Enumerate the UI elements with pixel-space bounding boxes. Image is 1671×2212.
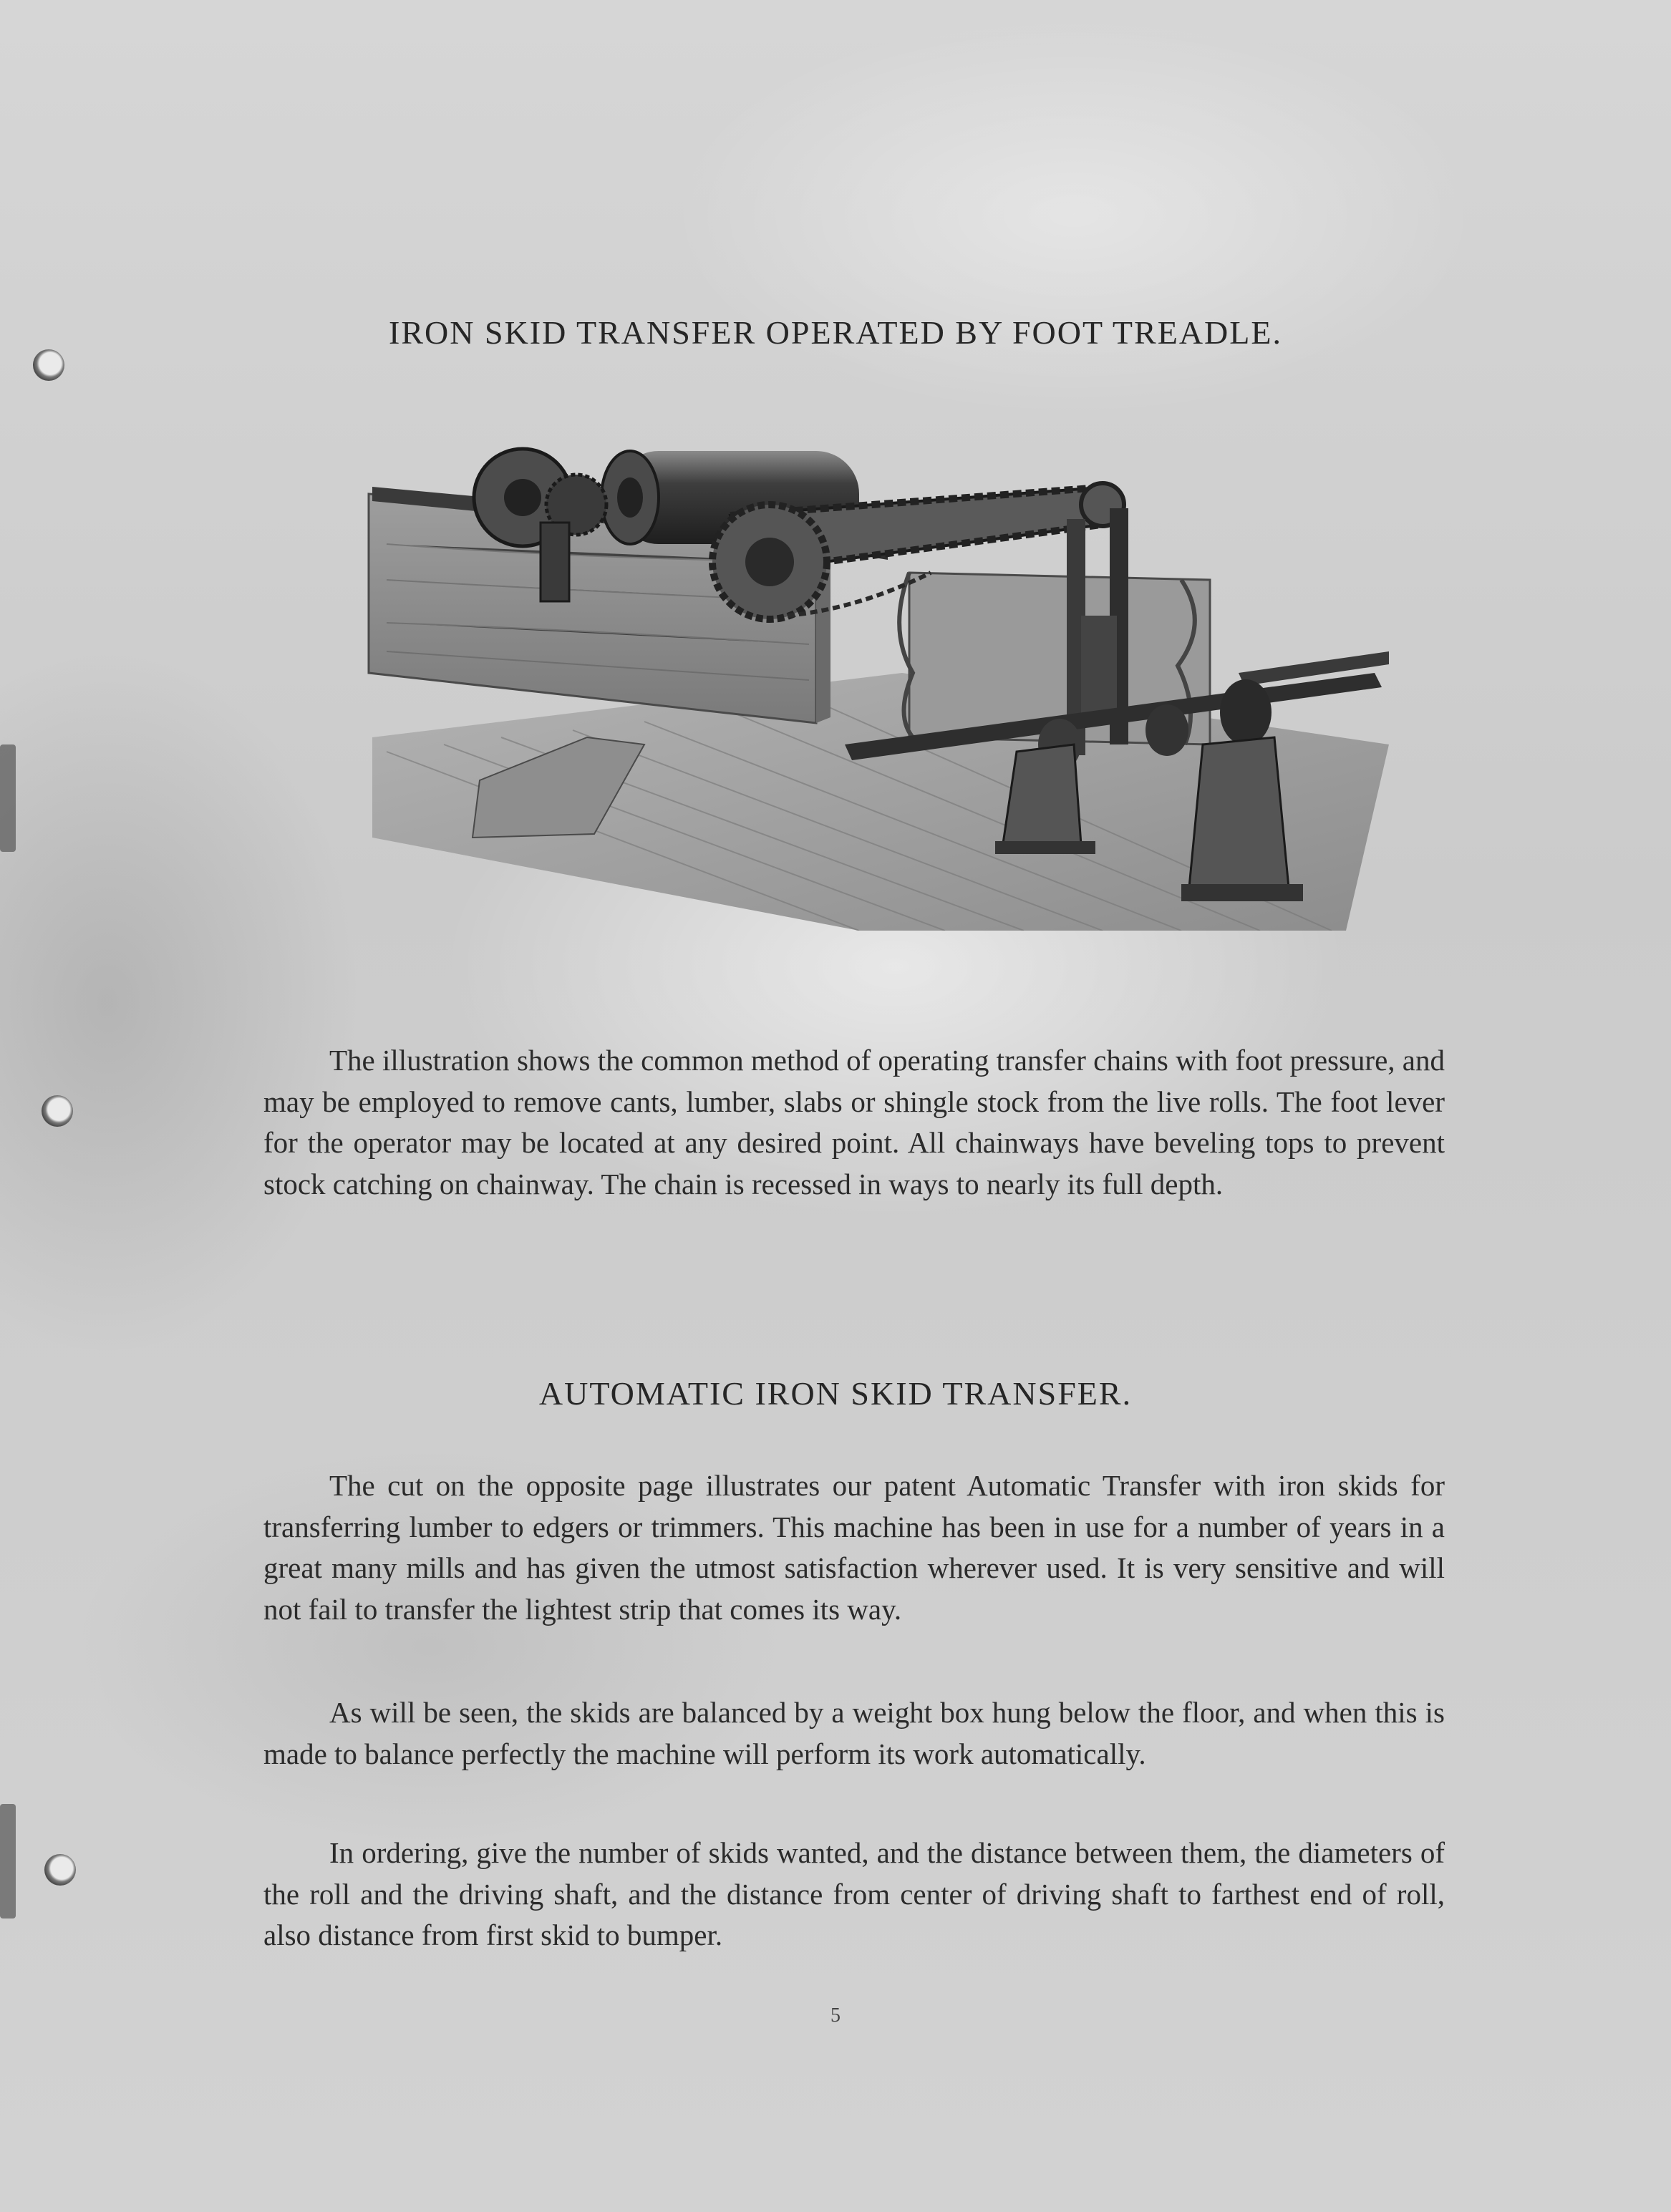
section1-heading: IRON SKID TRANSFER OPERATED BY FOOT TREADLE. xyxy=(389,314,1282,351)
binder-hole-top xyxy=(33,349,64,381)
binder-hole-middle xyxy=(42,1095,73,1127)
edge-stain xyxy=(0,744,16,852)
section2-paragraph-2: As will be seen, the skids are balanced by a weight box hung below the floor, and when this is made to balance perfectly the machine will perform its work automatically. xyxy=(263,1696,1445,1770)
machine-illustration xyxy=(358,437,1389,931)
page-number: 5 xyxy=(830,2004,841,2027)
section1-paragraph: The illustration shows the common method of operating transfer chains with foot pressure, and may be employed to remove cants, lumber, slabs or shingle stock from the live rolls. The foot lever for the operator may be located at any desired point. All chainways have beveling tops to prevent stock catching on chainway. The chain is recessed in ways to nearly its full depth. xyxy=(263,1044,1445,1200)
binder-hole-bottom xyxy=(44,1854,76,1886)
section2-heading: AUTOMATIC IRON SKID TRANSFER. xyxy=(538,1375,1133,1412)
section2-paragraph-3: In ordering, give the number of skids wanted, and the distance between them, the diameters of the roll and the driving shaft, and the distance from center of driving shaft to farthest end of roll, also distance from first skid to bumper. xyxy=(263,1836,1445,1951)
section2-paragraph-1: The cut on the opposite page illustrates our patent Automatic Transfer with iron skids for transferring lumber to edgers or trimmers. This machine has been in use for a number of years in a great many mills and has given the utmost satisfaction wherever used. It is very sensitive and will not fail to transfer the lightest strip that comes its way. xyxy=(263,1469,1445,1626)
edge-stain xyxy=(0,1804,16,1918)
